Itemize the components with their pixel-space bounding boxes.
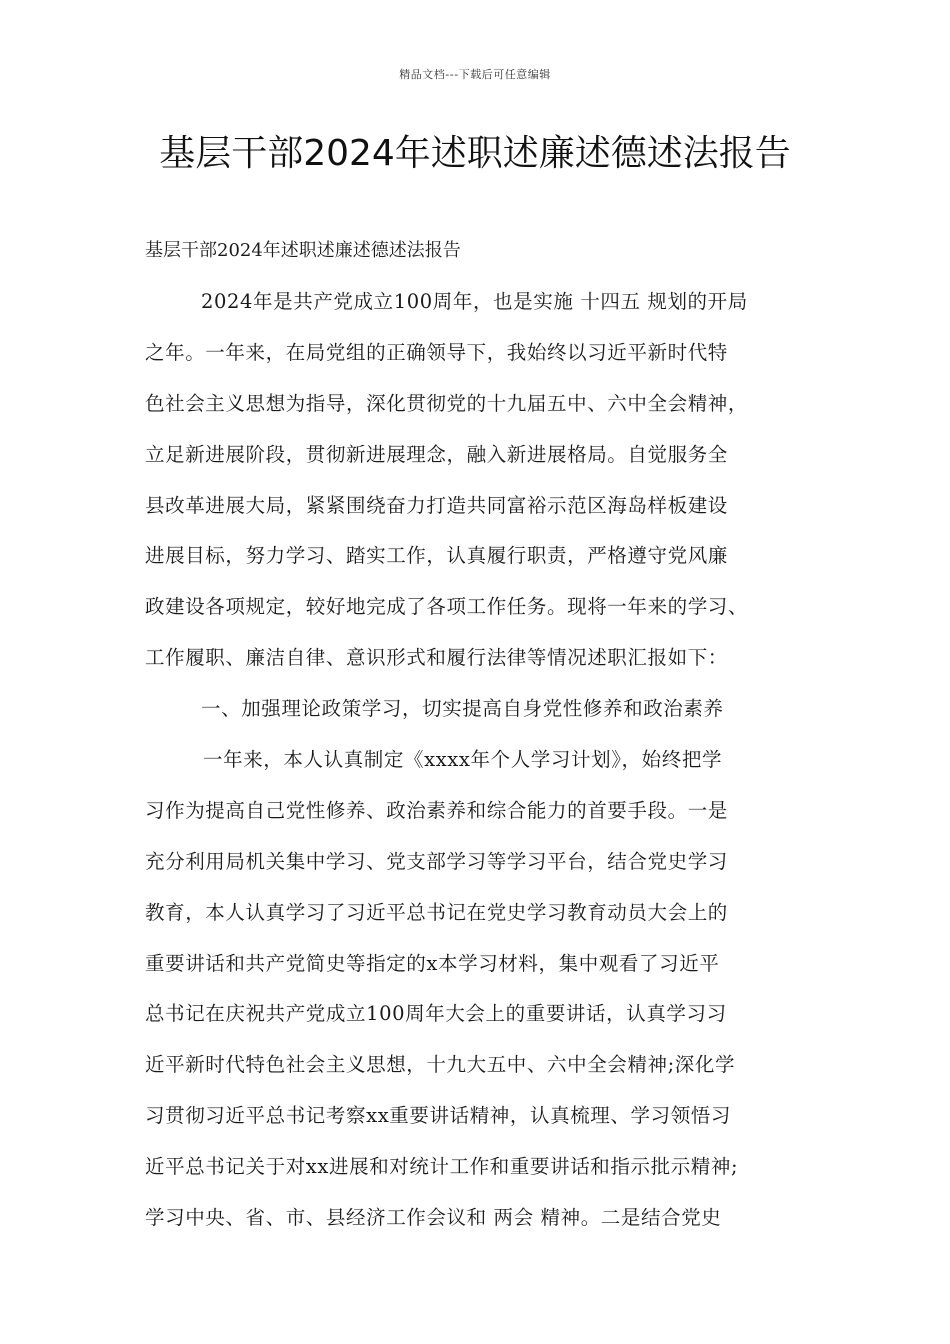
paragraph-line: 进展目标，努力学习、踏实工作，认真履行职责，严格遵守党风廉 — [145, 544, 728, 568]
section-heading: 一、加强理论政策学习，切实提高自身党性修养和政治素养 — [201, 697, 724, 721]
paragraph-line: 政建设各项规定，较好地完成了各项工作任务。现将一年来的学习、 — [145, 595, 749, 619]
paragraph-line: 2024年是共产党成立100周年，也是实施 十四五 规划的开局 — [201, 290, 748, 313]
paragraph-line: 县改革进展大局，紧紧围绕奋力打造共同富裕示范区海岛样板建设 — [145, 493, 728, 517]
paragraph-line: 教育，本人认真学习了习近平总书记在党史学习教育动员大会上的 — [145, 900, 728, 924]
document-body — [145, 285, 810, 1252]
paragraph-line: 色社会主义思想为指导，深化贯彻党的十九届五中、六中全会精神， — [145, 391, 749, 415]
paragraph-line: 习贯彻习近平总书记考察xx重要讲话精神，认真梳理、学习领悟习 — [145, 1104, 731, 1128]
paragraph-line: 之年。一年来，在局党组的正确领导下，我始终以习近平新时代特 — [145, 340, 728, 364]
paragraph-line: 总书记在庆祝共产党成立100周年大会上的重要讲话，认真学习习 — [145, 1002, 727, 1026]
paragraph-line: 近平总书记关于对xx进展和对统计工作和重要讲话和指示批示精神; — [145, 1155, 739, 1179]
paragraph-line: 一年来，本人认真制定《xxxx年个人学习计划》，始终把学 — [203, 748, 723, 772]
paragraph-line: 习作为提高自己党性修养、政治素养和综合能力的首要手段。一是 — [145, 798, 728, 822]
paragraph-line: 立足新进展阶段，贯彻新进展理念，融入新进展格局。自觉服务全 — [145, 442, 728, 466]
paragraph-line: 充分利用局机关集中学习、党支部学习等学习平台，结合党史学习 — [145, 849, 728, 873]
document-title: 基层干部2024年述职述廉述德述法报告 — [159, 133, 791, 174]
paragraph-line: 工作履职、廉洁自律、意识形式和履行法律等情况述职汇报如下： — [145, 646, 728, 670]
paragraph-line: 近平新时代特色社会主义思想，十九大五中、六中全会精神;深化学 — [145, 1053, 736, 1077]
document-subtitle: 基层干部2024年述职述廉述德述法报告 — [145, 240, 461, 261]
header-watermark: 精品文档---下载后可任意编辑 — [399, 68, 551, 81]
paragraph-line: 重要讲话和共产党简史等指定的x本学习材料，集中观看了习近平 — [145, 951, 720, 975]
paragraph-line: 学习中央、省、市、县经济工作会议和 两会 精神。二是结合党史 — [145, 1206, 722, 1230]
